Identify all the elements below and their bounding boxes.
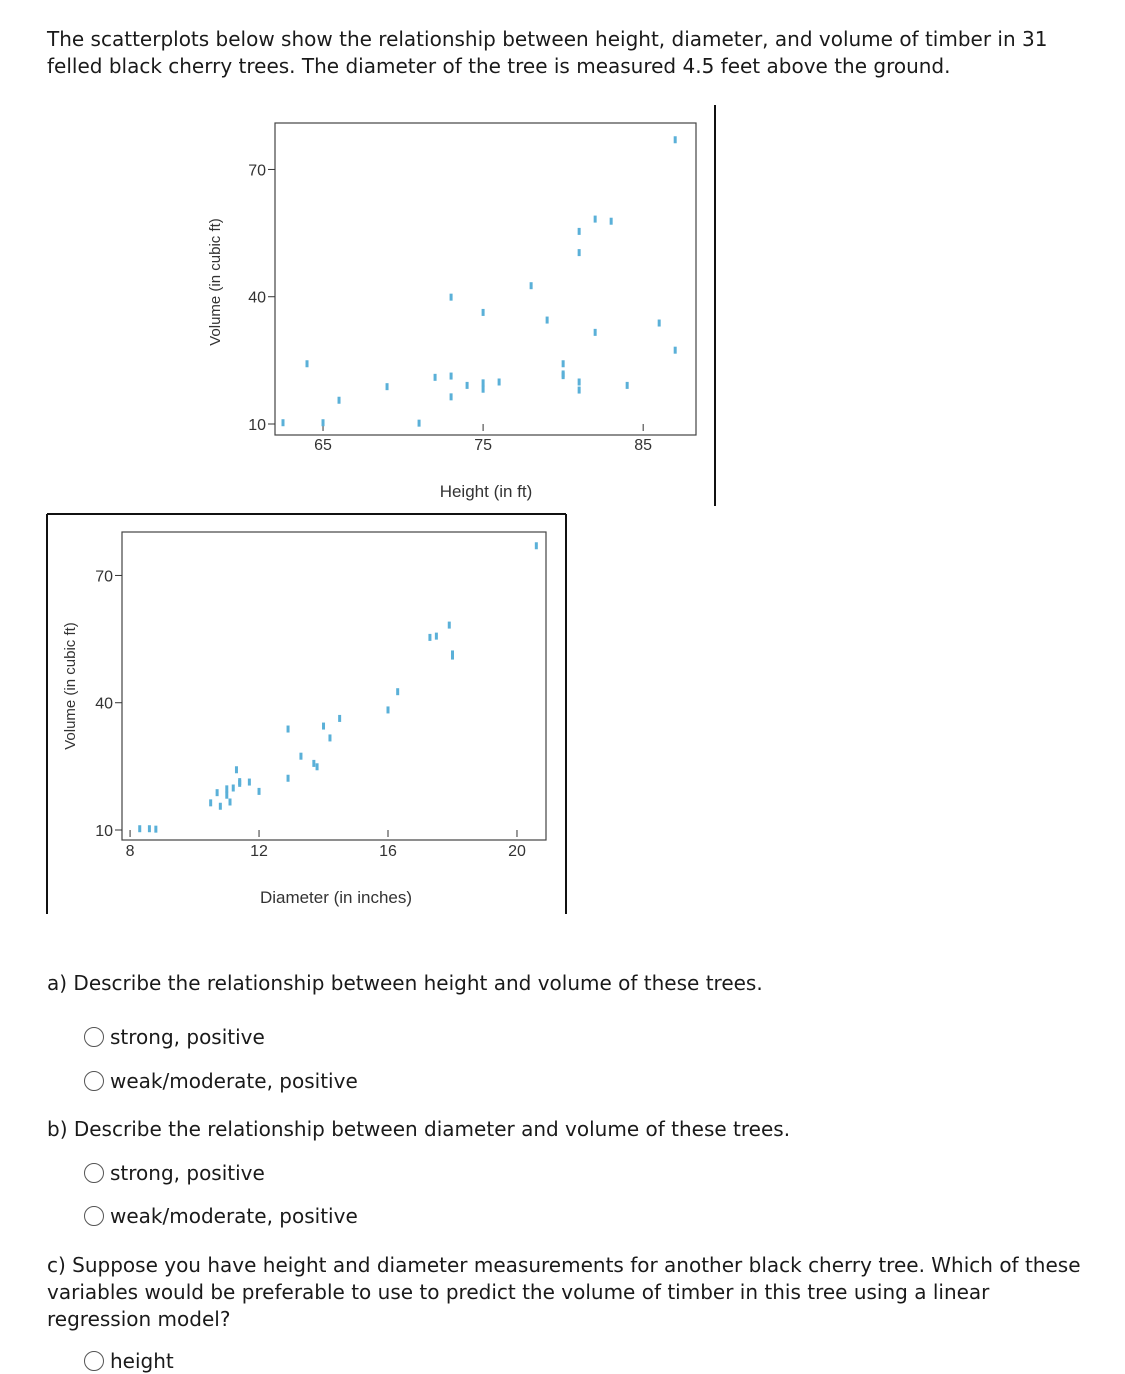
scatter-point — [322, 723, 325, 730]
option-label: height — [110, 1349, 174, 1373]
y-tick-label: 10 — [248, 417, 266, 434]
radio-button[interactable] — [84, 1027, 104, 1047]
radio-button[interactable] — [84, 1071, 104, 1091]
scatter-point — [238, 778, 241, 785]
question-b-option-weak-moderate-positive[interactable] — [84, 1203, 358, 1229]
x-tick-label: 20 — [508, 843, 526, 860]
scatter-point — [216, 789, 219, 796]
scatter-point — [225, 785, 228, 792]
y-tick-label: 40 — [248, 289, 266, 307]
chart2-y-axis-label: Volume (in cubic ft) — [62, 622, 79, 750]
scatter-point — [312, 760, 315, 767]
scatter-point — [287, 775, 290, 782]
scatter-point — [396, 688, 399, 695]
x-tick-label: 8 — [125, 843, 135, 860]
scatter-point — [232, 785, 235, 792]
chart2-plot-frame — [122, 532, 546, 840]
question-a-option-strong-positive[interactable] — [84, 1024, 265, 1050]
scatter-point — [209, 799, 212, 806]
scatter-point — [148, 825, 151, 832]
scatter-point — [287, 726, 290, 733]
option-label: strong, positive — [110, 1025, 265, 1049]
scatter-point — [387, 706, 390, 713]
x-tick-label: 12 — [250, 843, 268, 860]
option-label: weak/moderate, positive — [110, 1069, 358, 1093]
y-tick-label: 40 — [95, 695, 113, 713]
question-b-option-strong-positive[interactable] — [84, 1160, 265, 1186]
scatter-point — [299, 753, 302, 760]
scatter-point — [435, 633, 438, 640]
x-tick-label: 65 — [314, 437, 332, 454]
radio-button[interactable] — [84, 1351, 104, 1371]
y-tick-label: 70 — [95, 568, 113, 586]
scatter-point — [235, 766, 238, 773]
scatter-point — [328, 734, 331, 741]
scatter-point — [248, 779, 251, 786]
option-label: strong, positive — [110, 1161, 265, 1185]
scatter-point — [138, 825, 141, 832]
scatter-point — [258, 788, 261, 795]
scatter-point — [535, 542, 538, 549]
scatter-point — [428, 634, 431, 641]
question-b-text: b) Describe the relationship between diameter and volume of these trees. — [47, 1117, 791, 1141]
question-a-text: a) Describe the relationship between height and volume of these trees. — [47, 971, 763, 995]
scatter-point — [219, 803, 222, 810]
scatter-point — [338, 715, 341, 722]
y-tick-label: 10 — [95, 823, 113, 840]
chart1-y-axis-label: Volume (in cubic ft) — [207, 218, 224, 346]
scatter-point — [229, 799, 232, 806]
option-label: weak/moderate, positive — [110, 1204, 358, 1228]
y-tick-label: 70 — [248, 162, 266, 180]
x-tick-label: 75 — [474, 437, 492, 454]
question-a-option-weak-moderate-positive[interactable] — [84, 1068, 358, 1094]
scatter-point — [448, 622, 451, 629]
chart2-x-axis-label: Diameter (in inches) — [259, 888, 413, 907]
x-tick-label: 16 — [379, 843, 397, 860]
question-c-option-height[interactable] — [84, 1348, 174, 1374]
scatter-point — [316, 763, 319, 770]
x-tick-label: 85 — [634, 437, 653, 454]
radio-button[interactable] — [84, 1163, 104, 1183]
chart1-x-axis-label: Height (in ft) — [439, 482, 533, 501]
intro-text: The scatterplots below show the relationship between height, diameter, and volume of timber in 31 felled black cherry trees. The diameter of the tree is measured 4.5 feet above the ground. — [47, 27, 1048, 78]
radio-button[interactable] — [84, 1206, 104, 1226]
question-c-text: c) Suppose you have height and diameter measurements for another black cherry tree. Which of these variables would be preferable to use to predict the volume of timber in this tree using a linear regression model? — [47, 1253, 1081, 1331]
scatter-point — [451, 653, 454, 660]
scatter-point — [225, 792, 228, 799]
scatter-point — [154, 826, 157, 833]
